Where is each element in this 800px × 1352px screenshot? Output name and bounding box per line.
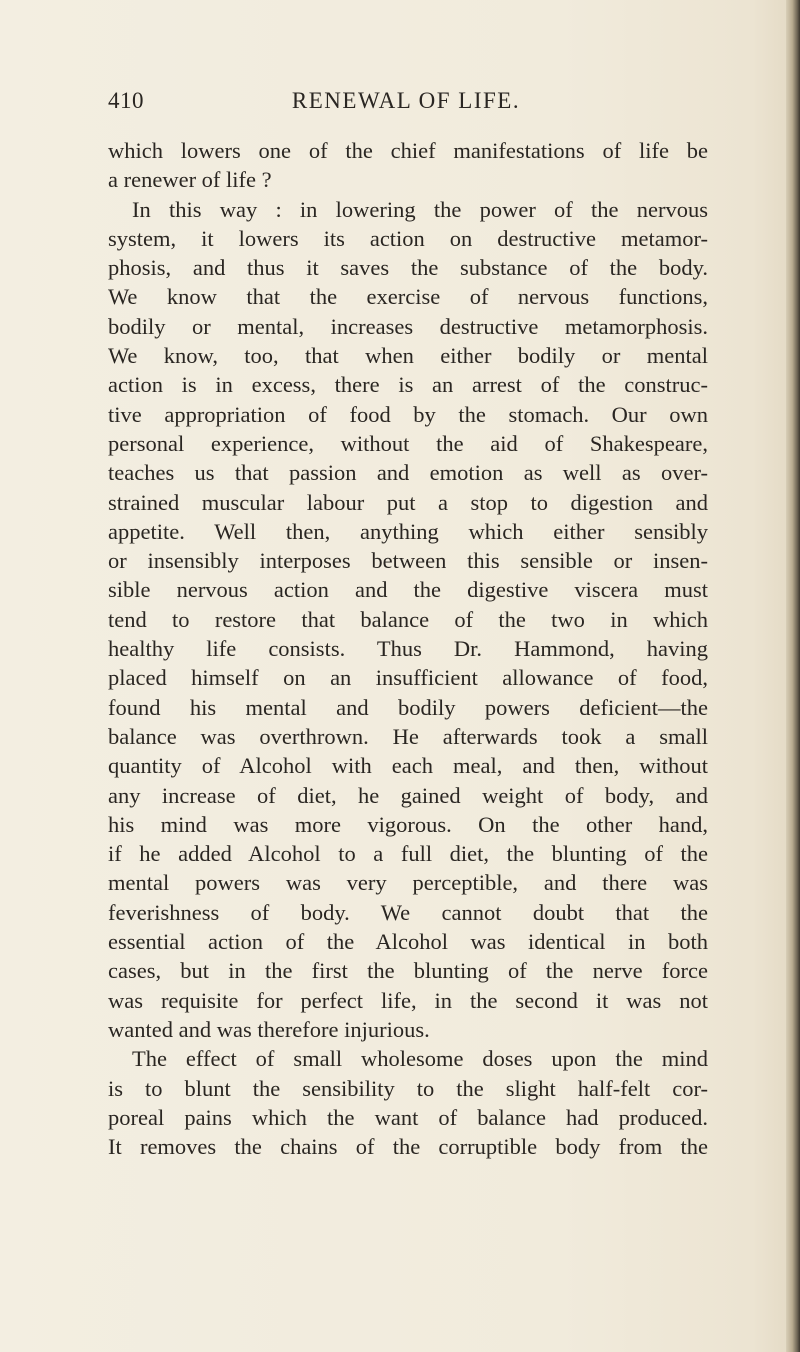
text-line: strained muscular labour put a stop to digestion and <box>108 489 708 515</box>
text-line: tend to restore that balance of the two in which <box>108 606 708 632</box>
text-line: found his mental and bodily powers deficient—the <box>108 694 708 720</box>
text-line: The effect of small wholesome doses upon the mind <box>132 1046 708 1072</box>
text-line: quantity of Alcohol with each meal, and then, without <box>108 753 708 779</box>
text-line: poreal pains which the want of balance had produced. <box>108 1104 708 1130</box>
text-line: feverishness of body. We cannot doubt that the <box>108 899 708 925</box>
text-line: a renewer of life ? <box>108 167 272 193</box>
running-head: RENEWAL OF LIFE. <box>291 88 521 113</box>
text-line: is to blunt the sensibility to the slight half-felt cor- <box>108 1075 708 1101</box>
text-line: teaches us that passion and emotion as well as over- <box>108 460 708 486</box>
body-text <box>108 136 708 1161</box>
text-line: balance was overthrown. He afterwards took a small <box>108 723 708 749</box>
text-line: personal experience, without the aid of Shakespeare, <box>108 430 708 456</box>
text-line: bodily or mental, increases destructive metamorphosis. <box>108 313 708 339</box>
text-line: tive appropriation of food by the stomach. Our own <box>108 401 708 427</box>
text-line: essential action of the Alcohol was identical in both <box>108 929 708 955</box>
text-line: or insensibly interposes between this sensible or insen- <box>108 548 708 574</box>
text-line: action is in excess, there is an arrest of the construc- <box>108 372 708 398</box>
text-line: appetite. Well then, anything which either sensibly <box>108 518 708 544</box>
page-header <box>108 88 704 124</box>
text-line: which lowers one of the chief manifestations of life be <box>108 138 708 163</box>
text-line: mental powers was very perceptible, and there was <box>108 870 708 896</box>
text-line: placed himself on an insufficient allowance of food, <box>108 665 708 691</box>
text-line: cases, but in the first the blunting of the nerve force <box>108 958 708 984</box>
text-line: phosis, and thus it saves the substance of the body. <box>108 255 708 281</box>
text-line: It removes the chains of the corruptible body from the <box>108 1134 708 1160</box>
text-line: In this way : in lowering the power of the nervous <box>132 196 708 222</box>
text-line: system, it lowers its action on destructive metamor- <box>108 225 708 251</box>
text-line: any increase of diet, he gained weight of body, and <box>108 782 708 808</box>
text-line: if he added Alcohol to a full diet, the blunting of the <box>108 841 708 867</box>
text-line: We know that the exercise of nervous functions, <box>108 284 708 310</box>
page-number: 410 <box>108 88 144 113</box>
text-line: healthy life consists. Thus Dr. Hammond, having <box>108 636 708 662</box>
text-line: sible nervous action and the digestive viscera must <box>108 577 708 603</box>
text-line: his mind was more vigorous. On the other hand, <box>108 811 708 837</box>
page-gutter-shadow <box>786 0 800 1352</box>
text-line: wanted and was therefore injurious. <box>108 1016 430 1042</box>
text-line: was requisite for perfect life, in the second it was not <box>108 987 708 1013</box>
text-line: We know, too, that when either bodily or mental <box>108 343 708 369</box>
